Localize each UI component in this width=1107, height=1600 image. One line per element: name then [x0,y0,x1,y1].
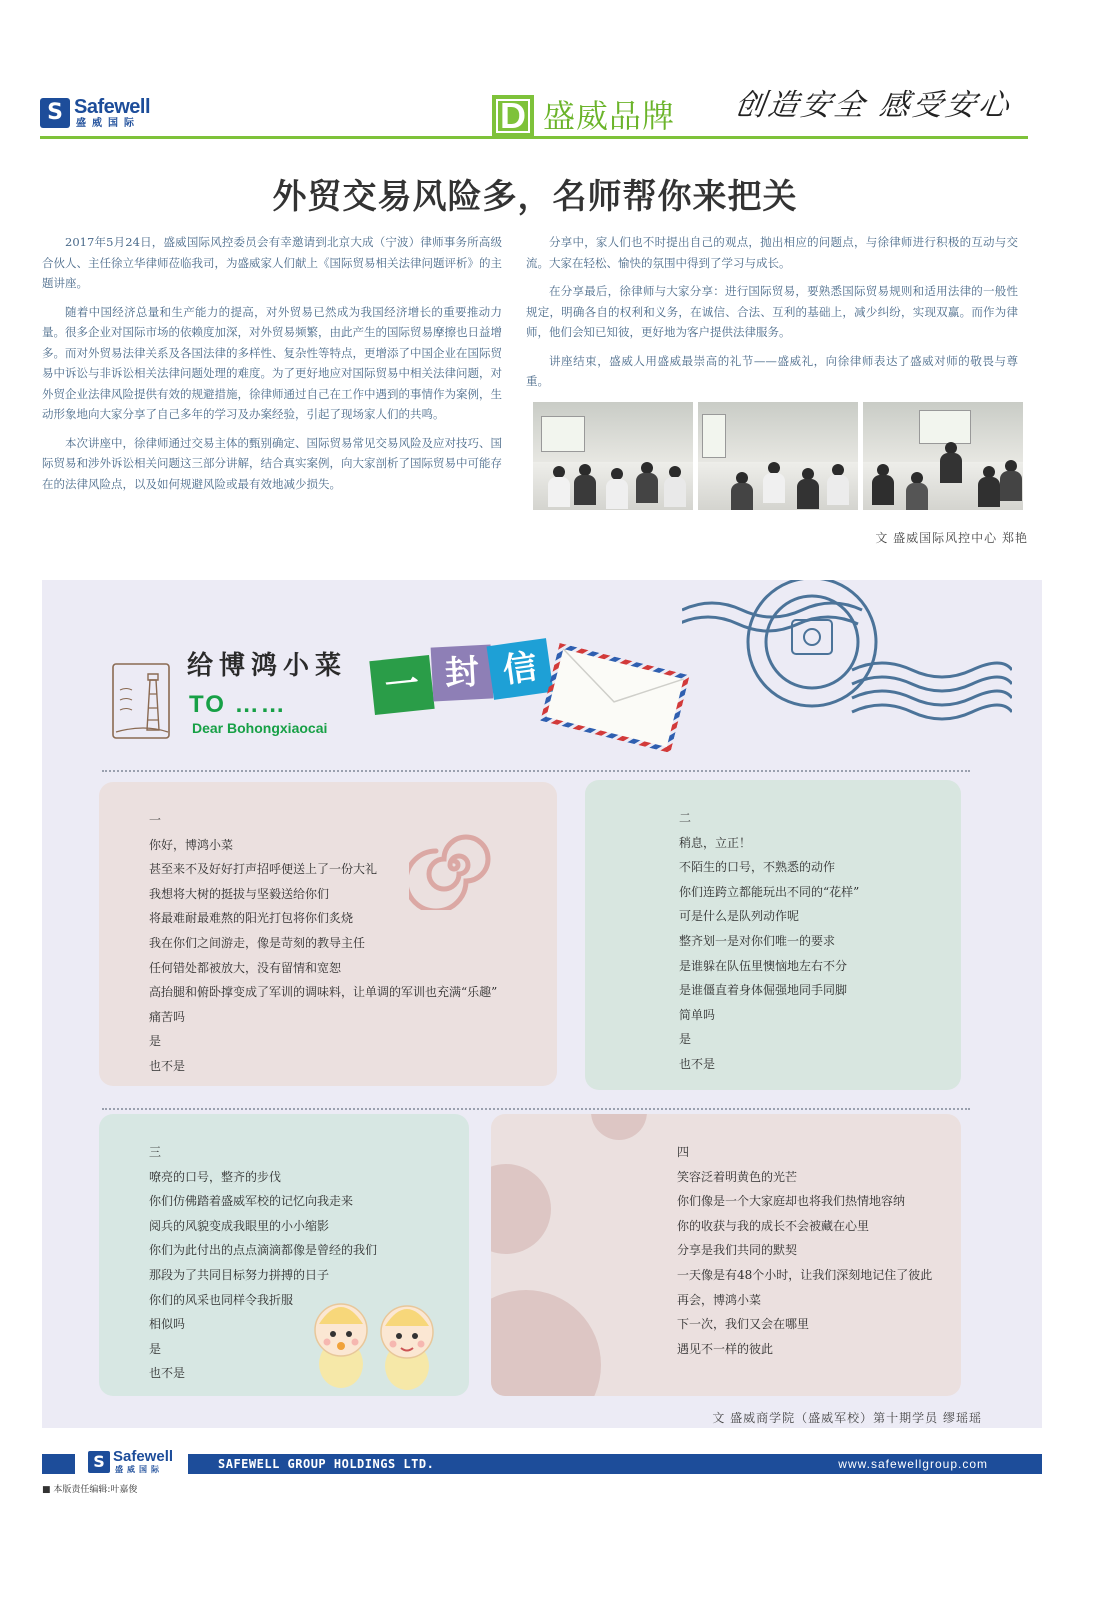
footer-logo-en: Safewell [113,1448,174,1465]
verse-line: 是谁僵直着身体倔强地同手同脚 [679,983,848,998]
verse-line: 是 [679,1032,692,1047]
verse-line: 你好，博鸿小菜 [149,837,234,852]
letter-verse-box [491,1114,961,1396]
verse-line: 可是什么是队列动作呢 [679,909,800,924]
lighthouse-card-icon [110,660,172,742]
slogan-signature: 创造安全 感受安心 [732,88,1015,123]
article-column-right [526,232,1018,400]
verse-line: 我在你们之间游走，像是苛刻的教导主任 [149,935,366,950]
verse-line: 是 [149,1341,162,1356]
verse-line: 高抬腿和俯卧撑变成了军训的调味料，让单调的军训也充满“乐趣” [149,985,498,1000]
verse-number: 二 [679,811,692,825]
footer-logo [88,1448,178,1477]
logo-brand-en: Safewell [74,96,151,118]
verse-line: 相似吗 [149,1317,186,1332]
verse-line: 你的收获与我的成长不会被藏在心里 [677,1218,870,1233]
verse-line: 是 [149,1034,162,1049]
footer-logo-cn: 盛威国际 [115,1465,163,1474]
verse-line: 也不是 [679,1056,716,1071]
logo-brand-cn: 盛威国际 [76,118,140,129]
verse-line: 分享是我们共同的默契 [677,1243,798,1258]
article-paragraph: 在分享最后，徐律师与大家分享：进行国际贸易，要熟悉国际贸易规则和适用法律的一般性规定，明确各自的权利和义务，在诚信、合法、互利的基础上，减少纠纷，实现双赢。而作为律师，他们会知已知彼，更好地为客户提供法律服务。 [526,284,1018,339]
article-paragraph: 讲座结束，盛威人用盛威最崇高的礼节——盛威礼，向徐律师表达了盛威对师的敬畏与尊重。 [526,353,1018,388]
verse-line: 遇见不一样的彼此 [677,1341,774,1356]
verse-line: 不陌生的口号，不熟悉的动作 [679,860,836,875]
article-paragraph: 分享中，家人们也不时提出自己的观点，抛出相应的问题点，与徐律师进行积极的互动与交流。大家在轻松、愉快的氛围中得到了学习与成长。 [526,235,1018,270]
verse-line: 你们的风采也同样令我折服 [149,1292,294,1307]
verse-line: 笑容泛着明黄色的光芒 [677,1169,798,1184]
decor-circle [491,1164,551,1254]
verse-line: 我想将大树的挺拔与坚毅送给你们 [149,886,330,901]
logo-mark-icon: S [88,1451,110,1473]
verse-line: 你们连跨立都能玩出不同的“花样” [679,884,860,899]
verse-number: 三 [149,1145,162,1159]
letter-title: 给博鸿小菜 [187,651,348,681]
verse-line: 任何错处都被放大，没有留情和宽恕 [149,960,342,975]
verse-line: 是谁躲在队伍里懊恼地左右不分 [679,958,848,973]
dotted-divider [102,1108,970,1110]
verse-line: 那段为了共同目标努力拼搏的日子 [149,1267,330,1282]
verse-line: 一天像是有48个小时，让我们深刻地记住了彼此 [677,1267,933,1282]
decor-circle [591,1114,647,1140]
verse-number: 一 [149,813,162,827]
verse-line: 将最难耐最难熬的阳光打包将你们炙烧 [149,911,354,926]
letter-verse-box [585,780,961,1090]
letter-title-block: 信 [487,638,554,700]
article-credit: 文 盛威国际风控中心 郑艳 [875,531,1028,545]
lecture-photo [533,402,693,510]
verse-line: 再会，博鸿小菜 [677,1292,762,1307]
verse-line: 阅兵的风貌变成我眼里的小小缩影 [149,1218,330,1233]
letter-title-block: 封 [431,644,494,701]
footer-company: SAFEWELL GROUP HOLDINGS LTD. [218,1457,435,1471]
letter-dear: Dear Bohongxiaocai [192,720,328,736]
letter-section [42,580,1042,1428]
article-paragraph: 随着中国经济总量和生产能力的提高，对外贸易已然成为我国经济增长的重要推动力量。很多企业对国际市场的依赖度加深，对外贸易频繁，由此产生的国际贸易摩擦也日益增多。而对外贸易法律关系及各国法律的多样性、复杂性等特点，更增添了中国企业在国际贸易中诉讼与非诉讼相关法律问题处理的难度。为了更好地应对国际贸易中相关法律问题，对外贸企业法律风险提供有效的规避措施，徐律师通过自己在工作中遇到的事情作为案例，生动形象地向大家分享了自己多年的学习及办案经验，引起了现场家人们的共鸣。 [42,304,502,421]
footer-bar [188,1454,1042,1474]
footer-accent-bar [42,1454,75,1474]
lecture-photos [533,402,1023,510]
verse-line: 简单吗 [679,1007,716,1022]
letter-to: TO …… [189,691,287,718]
verse-line: 整齐划一是对你们唯一的要求 [679,933,836,948]
article-title: 外贸交易风险多，名师帮你来把关 [272,177,798,217]
verse-line: 你们仿佛踏着盛威军校的记忆向我走来 [149,1194,354,1209]
verse-line: 稍息，立正！ [679,835,752,850]
letter-verse-box [99,782,557,1086]
logo-mark-icon: S [40,98,70,128]
verse-line: 也不是 [149,1058,186,1073]
lecture-photo [863,402,1023,510]
header-divider [40,136,1028,139]
footer-editor: ■ 本版责任编辑:叶嘉俊 [42,1485,138,1495]
article-column-left [42,232,502,502]
dotted-divider [102,770,970,772]
header-logo [40,98,160,132]
verse-line: 你们像是一个大家庭却也将我们热情地容纳 [677,1194,906,1209]
section-name: 盛威品牌 [543,97,676,135]
verse-line: 嘹亮的口号，整齐的步伐 [149,1169,282,1184]
envelope-icon [540,643,689,753]
lecture-photo [698,402,858,510]
article-paragraph: 本次讲座中，徐律师通过交易主体的甄别确定、国际贸易常见交易风险及应对技巧、国际贸易和涉外诉讼相关问题这三部分讲解，结合真实案例，向大家剖析了国际贸易中可能存在的法律风险点，以及如何规避风险或最有效地减少损失。 [42,435,502,491]
section-letter-icon: D [492,95,534,137]
verse-line: 下一次，我们又会在哪里 [677,1317,810,1332]
decor-circle [491,1290,601,1396]
letter-title-block: 一 [369,655,434,715]
verse-line: 你们为此付出的点点滴滴都像是曾经的我们 [149,1243,378,1258]
airmail-postmark-icon [682,580,1012,760]
verse-line: 也不是 [149,1366,186,1381]
article-paragraph: 2017年5月24日，盛威国际风控委员会有幸邀请到北京大成（宁波）律师事务所高级合伙人、主任徐立华律师莅临我司，为盛威家人们献上《国际贸易相关法律问题评析》的主题讲座。 [42,235,502,290]
verse-line: 痛苦吗 [149,1009,186,1024]
footer-url[interactable]: www.safewellgroup.com [838,1457,988,1471]
verse-number: 四 [677,1145,690,1159]
verse-line: 甚至来不及好好打声招呼便送上了一份大礼 [149,862,378,877]
letter-credit: 文 盛威商学院（盛威军校）第十期学员 缪瑶瑶 [712,1411,982,1425]
letter-verse-box [99,1114,469,1396]
